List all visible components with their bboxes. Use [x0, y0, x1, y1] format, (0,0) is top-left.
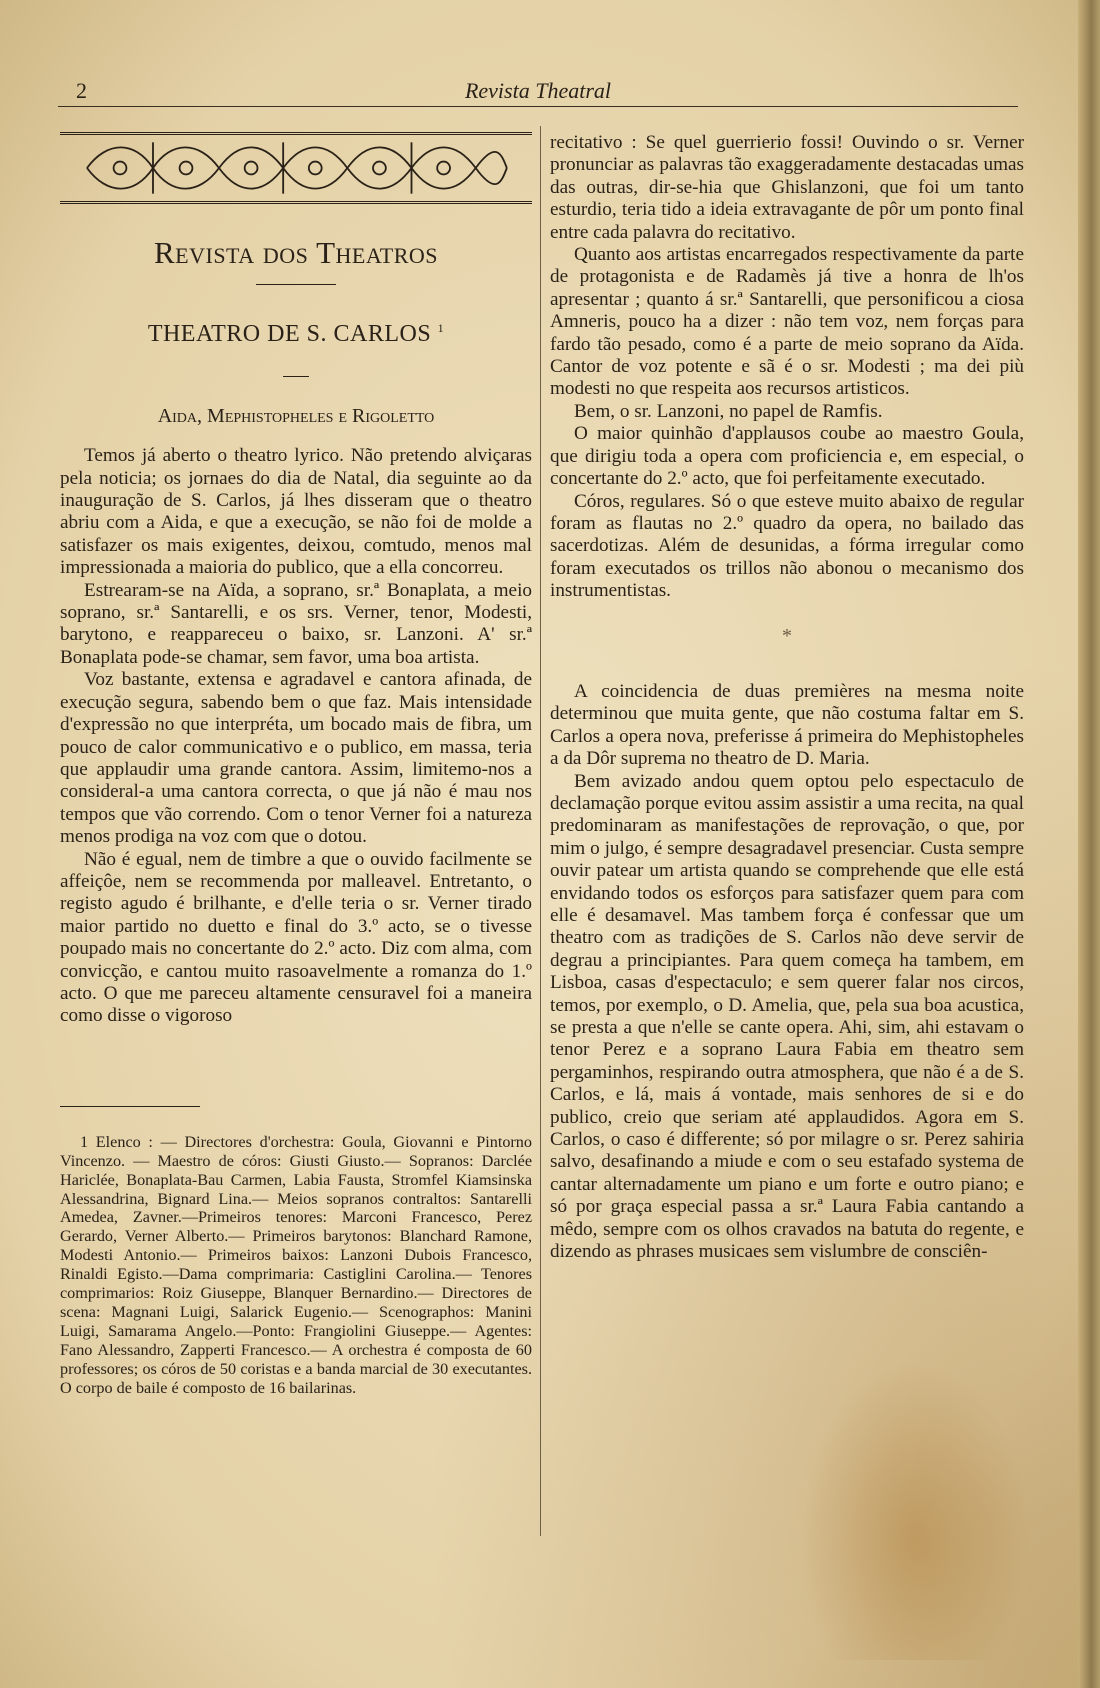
- theatre-title: [60, 317, 532, 348]
- left-column: [60, 132, 532, 1397]
- paragraph: Estrearam-se na Aïda, a soprano, sr.ª Bonaplata, a meio soprano, sr.ª Santarelli, e os srs. Verner, tenor, Modesti, barytono, e reappareceu o baixo, sr. Lanzoni. A' sr.ª Bonaplata pode-se chamar, sem favor, uma boa artista.: [60, 579, 532, 668]
- page-edge-shadow: [1078, 0, 1100, 1688]
- paragraph: Córos, regulares. Só o que esteve muito abaixo de regular foram as flautas no 2.º quadro da opera, no bailado das sacerdotizas. Além de desunidas, a fórma irregular como foram executados os trillos não abonou o mecanismo dos instrumentistas.: [550, 490, 1024, 602]
- column-divider: [540, 126, 541, 1536]
- paragraph: Temos já aberto o theatro lyrico. Não pretendo alviçaras pela noticia; os jornaes do dia de Natal, dia seguinte ao da inauguração de S. Carlos, já lhes disseram que o theatro abriu com a Aida, e que a execução, se não foi de molde a satisfazer os mais exigentes, deixou, comtudo, menos mal impressionada a maioria do publico, que a ella concorreu.: [60, 445, 532, 579]
- section-separator: *: [782, 624, 792, 647]
- page-header: [58, 78, 1018, 107]
- paragraph: Voz bastante, extensa e agradavel e cantora afinada, de execução segura, sabendo bem o que faz. Mais intensidade d'expressão no que interpréta, um bocado mais de fibra, um pouco de calor communicativo e o publico, em massa, teria que applaudir uma grande cantora. Assim, limitemo-nos a consideral-a uma cantora correcta, o que já não é mau nos tempos que vão correndo. Com o tenor Verner foi a natureza menos prodiga na voz com que o dotou.: [60, 669, 532, 848]
- paragraph: A coincidencia de duas premières na mesma noite determinou que muita gente, que não costuma faltar em S. Carlos a opera nova, preferisse á primeira do Mephistopheles a da Dôr suprema no theatro de D. Maria.: [550, 680, 1024, 770]
- paragraph: Quanto aos artistas encarregados respectivamente da parte de protagonista e de Radamès já tive a honra de lh'os apresentar ; quanto á sr.ª Santarelli, que personificou a ciosa Amneris, pouco ha a dizer : não tem voz, nem forças para fardo tão pesado, como é a parte de meio soprano da Aïda. Cantor de voz potente e sã é o sr. Modesti ; ma dei più modesti no que respeita aos recursos artisticos.: [550, 244, 1024, 400]
- article-subtitle: Aida, Mephistopheles e Rigoletto: [157, 404, 435, 427]
- running-title: Revista Theatral: [464, 78, 612, 103]
- theatre-title-text: THEATRO DE S. CARLOS: [147, 321, 432, 348]
- decorative-ornament-band: [60, 132, 532, 204]
- section-title: Revista dos Theatros: [153, 235, 439, 270]
- short-rule: [256, 284, 336, 285]
- paragraph: Bem, o sr. Lanzoni, no papel de Ramfis.: [574, 400, 883, 422]
- water-stain: [800, 1360, 1030, 1660]
- paragraph: Bem avizado andou quem optou pelo espectaculo de declamação porque evitou assim assistir a uma recita, na qual predominaram as manifestações de reprovação, o que, por mim o julgo, é sempre desagradavel presenciar. Custa sempre ouvir patear um artista quando se comprehende que elle está envidando todos os esforços para satisfazer quem para com elle é desamavel. Mas tambem força é confessar que um theatro com as tradições de S. Carlos não deve servir de degrau a principiantes. Para quem começa ha tambem, em Lisboa, casas d'espectaculo; e sem querer falar nos circos, temos, por exemplo, o D. Amelia, que, pela sua boa acustica, se presta a que n'elle se cante opera. Ahi, sim, ahi estavam o tenor Perez e a soprano Laura Fabia em theatro sem pergaminhos, respirando outra atmosphera, que não é a de S. Carlos, e lá, mais á vontade, mais senhores de si e do publico, creio que seriam até applaudidos. Agora em S. Carlos, o caso é differente; só por milagre o sr. Perez sahiria salvo, desafinando a miude e com o seu estafado systema de cantar alternadamente um piano e um forte e outro piano; e só por graça especial passa a sr.ª Laura Fabia cantando a mêdo, sempre com os olhos cravados na batuta do regente, e dizendo as phrases musicaes sem vislumbre de consciên-: [550, 770, 1024, 1263]
- footnote: 1 Elenco : — Directores d'orchestra: Goula, Giovanni e Pintorno Vincenzo. — Maestro de córos: Giusti Giusto.— Sopranos: Darclée Hariclée, Bonaplata-Bau Carmen, Labia Fausta, Stromfel Kiamsinska Alessandrina, Bignard Lina.— Meios sopranos contraltos: Santarelli Amedea, Zavner.—Primeiros tenores: Marconi Francesco, Perez Gerardo, Verner Alberto.— Primeiros barytonos: Blanchard Ramone, Modesti Antonio.— Primeiros baixos: Lanzoni Dubois Francesco, Rinaldi Egisto.—Dama comprimaria: Castiglini Carolina.— Tenores comprimarios: Roiz Giuseppe, Blanquer Bernardino.— Directores de scena: Magnani Luigi, Salarick Eugenio.— Scenographos: Manini Luigi, Samarama Angelo.—Ponto: Frangiolini Giuseppe.— Agentes: Fano Alessandro, Zapperti Francesco.— A orchestra é composta de 60 professores; os córos de 50 coristas e a banda marcial de 30 executantes. O corpo de baile é composto de 16 bailarinas.: [60, 1132, 532, 1397]
- paragraph: Não é egual, nem de timbre a que o ouvido facilmente se affeiçôe, nem se recommenda por malleavel. Entretanto, o registo agudo é brilhante, e d'elle teria o sr. Verner tirado maior partido no duetto e final do 3.º acto, se o tivesse poupado mais no concertante do 2.º acto. Diz com alma, com convicção, e cantou muito rasoavelmente a romanza do 1.º acto. O que me pareceu altamente censuravel foi a maneira como disse o vigoroso: [60, 848, 532, 1027]
- page-number: 2: [76, 78, 87, 103]
- right-column: [550, 132, 1024, 1264]
- paragraph: recitativo : Se quel guerrierio fossi! Ouvindo o sr. Verner pronunciar as palavras tão exaggeradamente destacadas umas das outras, dir-se-hia que Ghislanzoni, que foi um tanto esturdio, teria tido a ideia extravagante de pôr um ponto final entre cada palavra do recitativo.: [550, 132, 1024, 243]
- footnote-marker: 1: [437, 321, 445, 336]
- footnote-rule: [60, 1106, 200, 1107]
- paragraph: O maior quinhão d'applausos coube ao maestro Goula, que dirigiu toda a opera com proficiencia e, em especial, o concertante do 2.º acto, que foi perfeitamente executado.: [550, 423, 1024, 490]
- tiny-rule: [283, 376, 309, 377]
